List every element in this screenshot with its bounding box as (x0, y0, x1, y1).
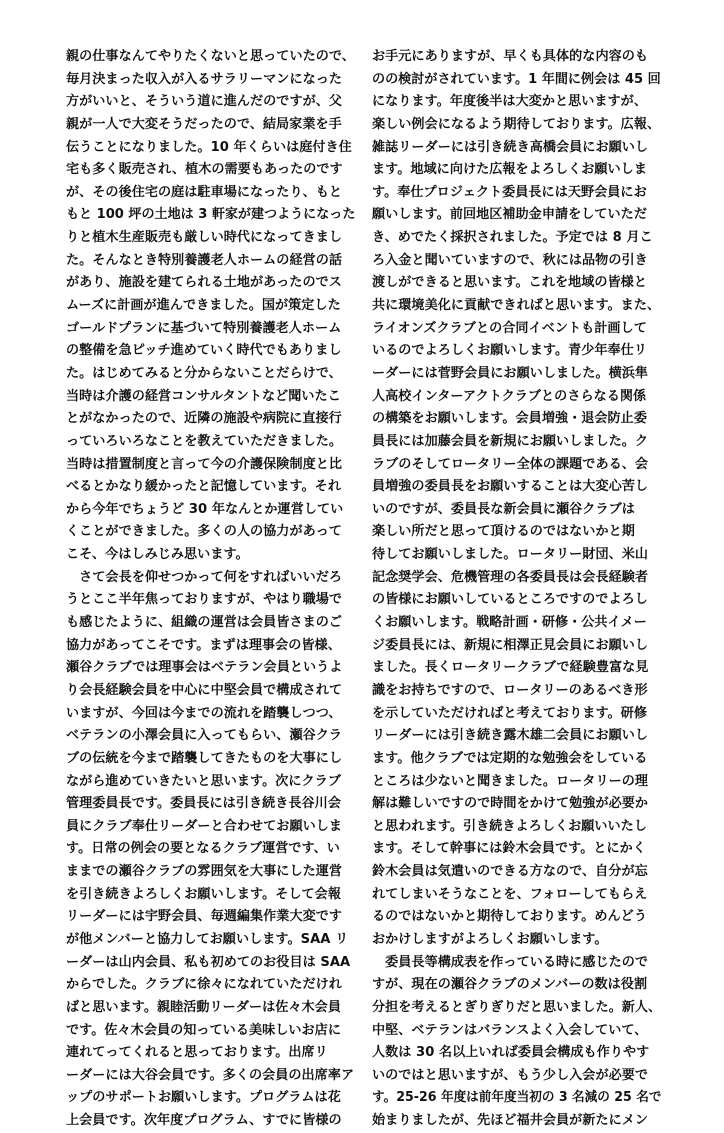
text-line: 員増強の委員長をお願いすることは大変心苦し (372, 479, 649, 495)
text-line: 解は難しいですので時間をかけて勉強が必要か (372, 796, 649, 812)
right-text-column (372, 46, 661, 1133)
text-line: べるとかなり緩かったと記憶しています。それ (66, 479, 341, 495)
text-line: を引き続きよろしくお願いします。そして会報 (66, 886, 341, 902)
text-line: ました。長くロータリークラブで経験豊富な見 (372, 660, 649, 676)
text-line: ところは少ないと聞きました。ロータリーの理 (372, 773, 649, 789)
text-line: ベテランの小澤会員に入ってもらい、瀬谷クラ (66, 728, 343, 744)
text-line: き、めでたく採択されました。予定では 8 月こ (372, 230, 653, 246)
text-line: 方がいいと、そういう道に進んだのですが、父 (66, 94, 343, 110)
text-line: 親が一人で大変そうだったので、結局家業を手 (66, 116, 342, 132)
text-line: れてしまいそうなことを、フォローしてもらえ (372, 886, 648, 902)
text-line: こそ、今はしみじみ思います。 (66, 547, 249, 563)
text-line: の構築をお願いします。会員増強・退会防止委 (372, 411, 647, 427)
text-line: 協力があってこそです。まずは理事会の皆様、 (66, 637, 341, 653)
left-text-column (66, 46, 355, 1133)
text-line: もと 100 坪の土地は 3 軒家が建つようになった (66, 207, 356, 223)
text-line: 始まりましたが、先ほど福井会員が新たにメン (372, 1113, 649, 1129)
text-line: になります。年度後半は大変かと思いますが、 (372, 94, 647, 110)
text-line: 委員長等構成表を作っている時に感じたので (372, 954, 649, 970)
text-line: るのではないかと期待しております。めんどう (372, 909, 647, 925)
text-line: 人高校インターアクトクラブとのさらなる関係 (372, 388, 647, 404)
text-line: た。そんなとき特別養護老人ホームの経営の話 (66, 252, 343, 268)
text-line: 管理委員長です。委員長には引き続き長谷川会 (66, 796, 341, 812)
text-line: があり、施設を建てられる土地があったのでス (66, 275, 342, 291)
text-line: 識をお持ちですので、ロータリーのあるべき形 (372, 682, 648, 698)
text-line: ーダーには菅野会員にお願いしました。横浜隼 (372, 365, 649, 381)
text-line: 当時は措置制度と言って今の介護保険制度と比 (66, 456, 343, 472)
text-line: 願いします。前回地区補助金申請をしていただ (372, 207, 647, 223)
text-line: を示していただければと考えております。研修 (372, 705, 647, 721)
text-line: いのではと思いますが、もう少し入会が必要で (372, 1067, 649, 1083)
text-line: ます。地域に向けた広報をよろしくお願いしま (372, 162, 647, 178)
text-line: リーダーには引き続き露木雄二会員にお願いし (372, 728, 649, 744)
text-line: 共に環境美化に貢献できればと思います。また、 (372, 298, 661, 314)
text-line: りと植木生産販売も厳しい時代になってきまし (66, 230, 343, 246)
text-line: た。はじめてみると分からないことだらけで、 (66, 365, 342, 381)
text-line: 記念奨学会、危機管理の各委員長は会長経験者 (372, 569, 649, 585)
text-line: が他メンバーと協力してお願いします。SAA リ (66, 931, 349, 947)
text-line: ブの伝統を今まで踏襲してきたものを大事にし (66, 750, 343, 766)
text-line: いのですが、委員長な新会員に瀬谷クラブは (372, 501, 635, 517)
text-line: ジ委員長には、新規に相澤正見会員にお願いし (372, 637, 649, 653)
text-line: 毎月決まった収入が入るサラリーマンになった (66, 71, 343, 87)
text-line: からでした。クラブに徐々になれていただけれ (66, 977, 342, 993)
text-line: す。奉仕プロジェクト委員長には天野会員にお (372, 184, 647, 200)
text-line: 伝うことになりました。10 年くらいは庭付き住 (66, 139, 352, 155)
text-line: 中堅、ベテランはバランスよく入会していて、 (372, 1022, 648, 1038)
text-line: ばと思います。親睦活動リーダーは佐々木会員 (66, 999, 341, 1015)
text-line: ます。他クラブでは定期的な勉強会をしている (372, 750, 648, 766)
text-line: ままでの瀬谷クラブの雰囲気を大事にした運営 (66, 864, 343, 880)
text-line: が、その後住宅の庭は駐車場になったり、もと (66, 184, 343, 200)
text-line: と思われます。引き続きよろしくお願いいたし (372, 818, 647, 834)
text-line: も感じたように、組織の運営は会員皆さまのご (66, 615, 343, 631)
text-line: 上会員です。次年度プログラム、すでに皆様の (66, 1113, 342, 1129)
text-line: 渡しができると思います。これを地域の皆様と (372, 275, 647, 291)
text-line: リーダーには宇野会員、毎週編集作業大変です (66, 909, 343, 925)
text-line: ライオンズクラブとの合同イベントも計画して (372, 320, 647, 336)
text-line: ゴールドプランに基づいて特別養護老人ホーム (66, 320, 342, 336)
text-line: ろ入金と聞いていますので、秋には品物の引き (372, 252, 648, 268)
text-line: おかけしますがよろしくお願いします。 (372, 931, 608, 947)
text-line: 瀬谷クラブでは理事会はベテラン会員というよ (66, 660, 343, 676)
text-line: ます。そして幹事には鈴木会員です。とにかく (372, 841, 646, 857)
text-line: のの検討がされています。1 年間に例会は 45 回 (372, 71, 661, 87)
text-line: ラブのそしてロータリー全体の課題である、会 (372, 456, 649, 472)
text-line: す。25-26 年度は前年度当初の 3 名減の 25 名で (372, 1090, 662, 1106)
text-line: お手元にありますが、早くも具体的な内容のも (372, 49, 649, 64)
text-line: ながら進めていきたいと思います。次にクラブ (66, 773, 341, 789)
text-line: 親の仕事なんてやりたくないと思っていたので、 (66, 49, 355, 64)
text-line: 雑誌リーダーには引き続き高橋会員にお願いし (372, 139, 649, 155)
text-line: 当時は介護の経営コンサルタントなど聞いたこ (66, 388, 341, 404)
text-line: 待してお願いしました。ロータリー財団、米山 (372, 547, 649, 563)
text-line: さて会長を仰せつかって何をすればいいだろ (66, 569, 343, 585)
text-line: から今年でちょうど 30 年なんとか運営してい (66, 501, 344, 517)
text-line: ムーズに計画が進んできました。国が策定した (66, 298, 341, 314)
text-line: 鈴木会員は気遣いのできる方なので、自分が忘 (372, 864, 648, 880)
text-line: ーダーは山内会員、私も初めてのお役目は SAA (66, 954, 351, 970)
text-line: 員にクラブ奉仕リーダーと合わせてお願いしま (66, 818, 343, 834)
text-line: ーダーには大谷会員です。多くの会員の出席率ア (66, 1067, 355, 1083)
text-line: 連れてってくれると思っております。出席リ (66, 1045, 328, 1061)
text-line: っていろいろなことを教えていただきました。 (66, 433, 343, 449)
text-line: うとここ半年焦っておりますが、やはり職場で (66, 592, 343, 608)
text-line: 楽しい例会になるよう期待しております。広報、 (372, 116, 661, 132)
text-line: とがなかったので、近隣の施設や病院に直接行 (66, 411, 342, 427)
text-line: の整備を急ピッチ進めていく時代でもありまし (66, 343, 342, 359)
text-line: いますが、今回は今までの流れを踏襲しつつ、 (66, 705, 342, 721)
text-line: 員長には加藤会員を新規にお願いしました。ク (372, 433, 649, 449)
text-line: の皆様にお願いしているところですのでよろし (372, 592, 648, 608)
text-line: です。佐々木会員の知っている美味しいお店に (66, 1022, 341, 1038)
text-line: す。日常の例会の要となるクラブ運営です、い (66, 841, 340, 857)
text-line: ップのサポートお願いします。プログラムは花 (66, 1090, 341, 1106)
text-line: くことができました。多くの人の協力があって (66, 524, 342, 540)
text-line: 人数は 30 名以上いれば委員会構成も作りやす (372, 1045, 650, 1061)
text-line: 楽しい所だと思って頂けるのではないかと期 (372, 524, 635, 540)
text-line: 分担を考えるとぎりぎりだと思いました。新人、 (372, 999, 662, 1015)
text-line: いるのでよろしくお願いします。青少年奉仕リ (372, 343, 647, 359)
text-line: 宅も多く販売され、植木の需要もあったのです (66, 162, 343, 178)
text-line: くお願いします。戦略計画・研修・公共イメー (372, 615, 647, 631)
text-line: り会長経験会員を中心に中堅会員で構成されて (66, 682, 343, 698)
text-line: すが、現在の瀬谷クラブのメンバーの数は役割 (372, 977, 648, 993)
